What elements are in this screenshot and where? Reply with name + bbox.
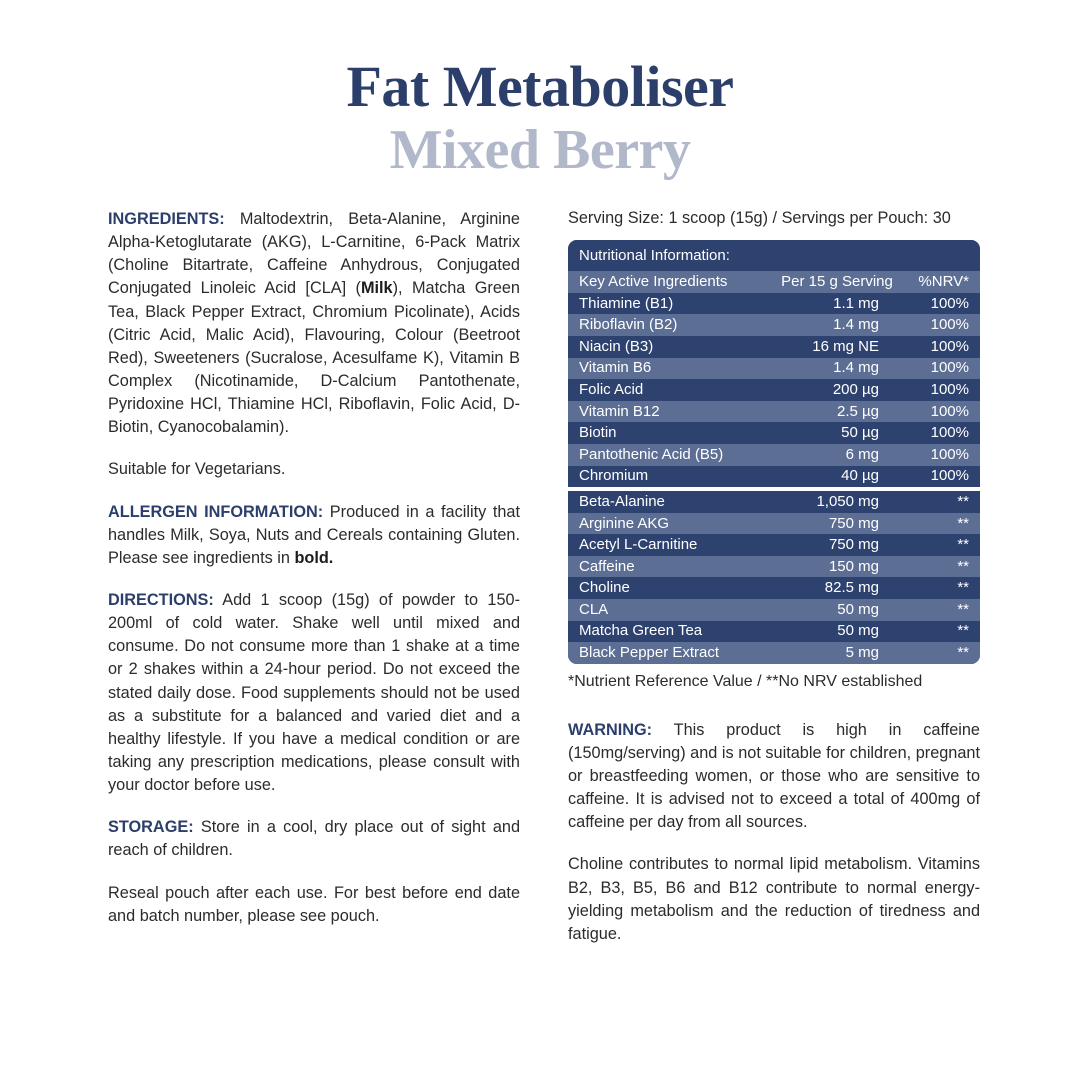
row-nrv: ** xyxy=(957,579,969,597)
nutrition-table-row xyxy=(568,293,980,315)
nutrition-table-row xyxy=(568,621,980,643)
warning-paragraph xyxy=(568,719,980,835)
row-ingredient-name: Matcha Green Tea xyxy=(579,622,703,640)
directions-paragraph xyxy=(108,589,520,797)
row-nrv: 100% xyxy=(930,402,969,420)
row-nrv: 100% xyxy=(930,294,969,312)
row-ingredient-name: Choline xyxy=(579,579,630,597)
row-amount: 50 mg xyxy=(837,622,879,640)
product-flavour: Mixed Berry xyxy=(389,119,691,181)
row-amount: 50 mg xyxy=(837,600,879,618)
nutrition-table-row xyxy=(568,491,980,513)
left-column xyxy=(108,208,520,946)
nutrition-table-row xyxy=(568,599,980,621)
row-nrv: ** xyxy=(957,557,969,575)
allergen-text: Produced in a facility that handles Milk, Soya, Nuts and Cereals containing Gluten. Please see ingredients in xyxy=(108,502,520,567)
nutrition-table-row xyxy=(568,577,980,599)
row-ingredient-name: Chromium xyxy=(579,467,649,485)
row-amount: 750 mg xyxy=(828,514,879,532)
ingredients-label: INGREDIENTS: xyxy=(108,210,225,228)
header-nrv: %NRV* xyxy=(918,272,969,290)
row-amount: 1.1 mg xyxy=(833,294,879,312)
row-amount: 150 mg xyxy=(828,557,879,575)
allergen-milk-term: Milk xyxy=(360,279,393,298)
nutrition-table-row xyxy=(568,642,980,664)
nutrition-table-header-row xyxy=(568,271,980,293)
vitamin-rows-group xyxy=(568,293,980,487)
row-amount: 82.5 mg xyxy=(824,579,879,597)
row-nrv: ** xyxy=(957,622,969,640)
row-amount: 2.5 µg xyxy=(836,402,879,420)
allergen-paragraph xyxy=(108,501,520,570)
row-nrv: 100% xyxy=(930,359,969,377)
row-amount: 16 mg NE xyxy=(812,337,879,355)
active-rows-group xyxy=(568,491,980,664)
row-ingredient-name: Vitamin B6 xyxy=(579,359,652,377)
row-nrv: ** xyxy=(957,644,969,662)
row-ingredient-name: Folic Acid xyxy=(579,380,644,398)
nutrition-table-caption: Nutritional Information: xyxy=(568,240,980,271)
content-columns xyxy=(0,208,1080,946)
row-nrv: 100% xyxy=(930,380,969,398)
row-ingredient-name: Pantothenic Acid (B5) xyxy=(579,445,724,463)
allergen-label: ALLERGEN INFORMATION: xyxy=(108,502,324,521)
directions-label: DIRECTIONS: xyxy=(108,590,214,609)
row-nrv: ** xyxy=(957,492,969,510)
row-amount: 50 µg xyxy=(841,424,879,442)
directions-text: Add 1 scoop (15g) of powder to 150-200ml of cold water. Shake well until mixed and consume. Do not consume more than 1 shake at a time or 2 shakes within a 24-hour period. Do not exceed the stated daily dose. Food supplements should not be used as a substitute for a balanced and varied diet and a healthy lifestyle. If you have a medical condition or are taking any prescription medications, please consult with your doctor before use. xyxy=(108,590,520,795)
row-ingredient-name: Black Pepper Extract xyxy=(579,644,720,662)
row-amount: 40 µg xyxy=(841,467,879,485)
row-ingredient-name: Acetyl L-Carnitine xyxy=(579,536,698,554)
row-ingredient-name: Arginine AKG xyxy=(579,514,670,532)
row-amount: 6 mg xyxy=(845,445,879,463)
right-column xyxy=(568,208,980,946)
ingredients-text-b: ), Matcha Green Tea, Black Pepper Extract, Chromium Picolinate), Acids (Citric Acid, Malic Acid), Flavouring, Colour (Beetroot Red), Sweeteners (Sucralose, Acesulfame K), Vitamin B Complex (Nicotinamide, D-Calcium Pantothenate, Pyridoxine HCl, Thiamine HCl, Riboflavin, Folic Acid, D-Biotin, Cyanocobalamin). xyxy=(108,279,520,437)
row-amount: 1.4 mg xyxy=(833,359,879,377)
row-amount: 750 mg xyxy=(828,536,879,554)
nutrition-footnote: *Nutrient Reference Value / **No NRV established xyxy=(568,672,923,690)
vegetarian-note: Suitable for Vegetarians. xyxy=(108,460,286,479)
row-ingredient-name: Niacin (B3) xyxy=(579,337,654,355)
nutrition-table-row xyxy=(568,466,980,488)
row-ingredient-name: Caffeine xyxy=(579,557,635,575)
allergen-bold-term: bold. xyxy=(294,548,334,567)
row-nrv: 100% xyxy=(930,424,969,442)
ingredients-paragraph xyxy=(108,208,520,439)
reseal-paragraph: Reseal pouch after each use. For best before end date and batch number, please see pouch. xyxy=(108,883,520,925)
row-nrv: 100% xyxy=(930,467,969,485)
product-title: Fat Metaboliser xyxy=(346,54,734,119)
nutrition-table-row xyxy=(568,422,980,444)
nutrition-table-row xyxy=(568,444,980,466)
storage-text: Store in a cool, dry place out of sight and reach of children. xyxy=(108,818,520,860)
nutrition-table-row xyxy=(568,358,980,380)
nutrition-table-row xyxy=(568,513,980,535)
header-ingredient: Key Active Ingredients xyxy=(579,272,728,290)
storage-paragraph xyxy=(108,816,520,862)
serving-size-line: Serving Size: 1 scoop (15g) / Servings per Pouch: 30 xyxy=(568,209,951,227)
row-nrv: 100% xyxy=(930,445,969,463)
row-ingredient-name: Riboflavin (B2) xyxy=(579,316,678,334)
row-nrv: 100% xyxy=(930,316,969,334)
row-ingredient-name: CLA xyxy=(579,600,609,618)
row-amount: 200 µg xyxy=(832,380,879,398)
row-ingredient-name: Beta-Alanine xyxy=(579,492,665,510)
nutrition-table-row xyxy=(568,556,980,578)
nutrition-table-row xyxy=(568,534,980,556)
nutrition-table xyxy=(568,240,980,664)
row-nrv: ** xyxy=(957,536,969,554)
header-amount: Per 15 g Serving xyxy=(781,272,893,290)
ingredients-text-a: Maltodextrin, Beta-Alanine, Arginine Alpha-Ketoglutarate (AKG), L-Carnitine, 6-Pack Matrix (Choline Bitartrate, Caffeine Anhydrous, Conjugated Conjugated Linoleic Acid [CLA] ( xyxy=(108,210,520,298)
row-amount: 1,050 mg xyxy=(816,492,879,510)
warning-label: WARNING: xyxy=(568,720,653,739)
storage-label: STORAGE: xyxy=(108,818,194,837)
row-nrv: ** xyxy=(957,514,969,532)
row-amount: 1.4 mg xyxy=(833,316,879,334)
row-ingredient-name: Vitamin B12 xyxy=(579,402,660,420)
nutrition-table-row xyxy=(568,336,980,358)
row-amount: 5 mg xyxy=(845,644,879,662)
nutrition-table-row xyxy=(568,401,980,423)
row-nrv: 100% xyxy=(930,337,969,355)
title-block xyxy=(0,0,1080,182)
row-ingredient-name: Biotin xyxy=(579,424,617,442)
nutrition-table-row xyxy=(568,379,980,401)
row-ingredient-name: Thiamine (B1) xyxy=(579,294,674,312)
row-nrv: ** xyxy=(957,600,969,618)
nutrition-table-row xyxy=(568,314,980,336)
health-claims-paragraph: Choline contributes to normal lipid metabolism. Vitamins B2, B3, B5, B6 and B12 contribute to normal energy-yielding metabolism and the reduction of tiredness and fatigue. xyxy=(568,855,980,943)
warning-text: This product is high in caffeine (150mg/serving) and is not suitable for children, pregnant or breastfeeding women, or those who are sensitive to caffeine. It is advised not to exceed a total of 400mg of caffeine per day from all sources. xyxy=(568,720,980,832)
